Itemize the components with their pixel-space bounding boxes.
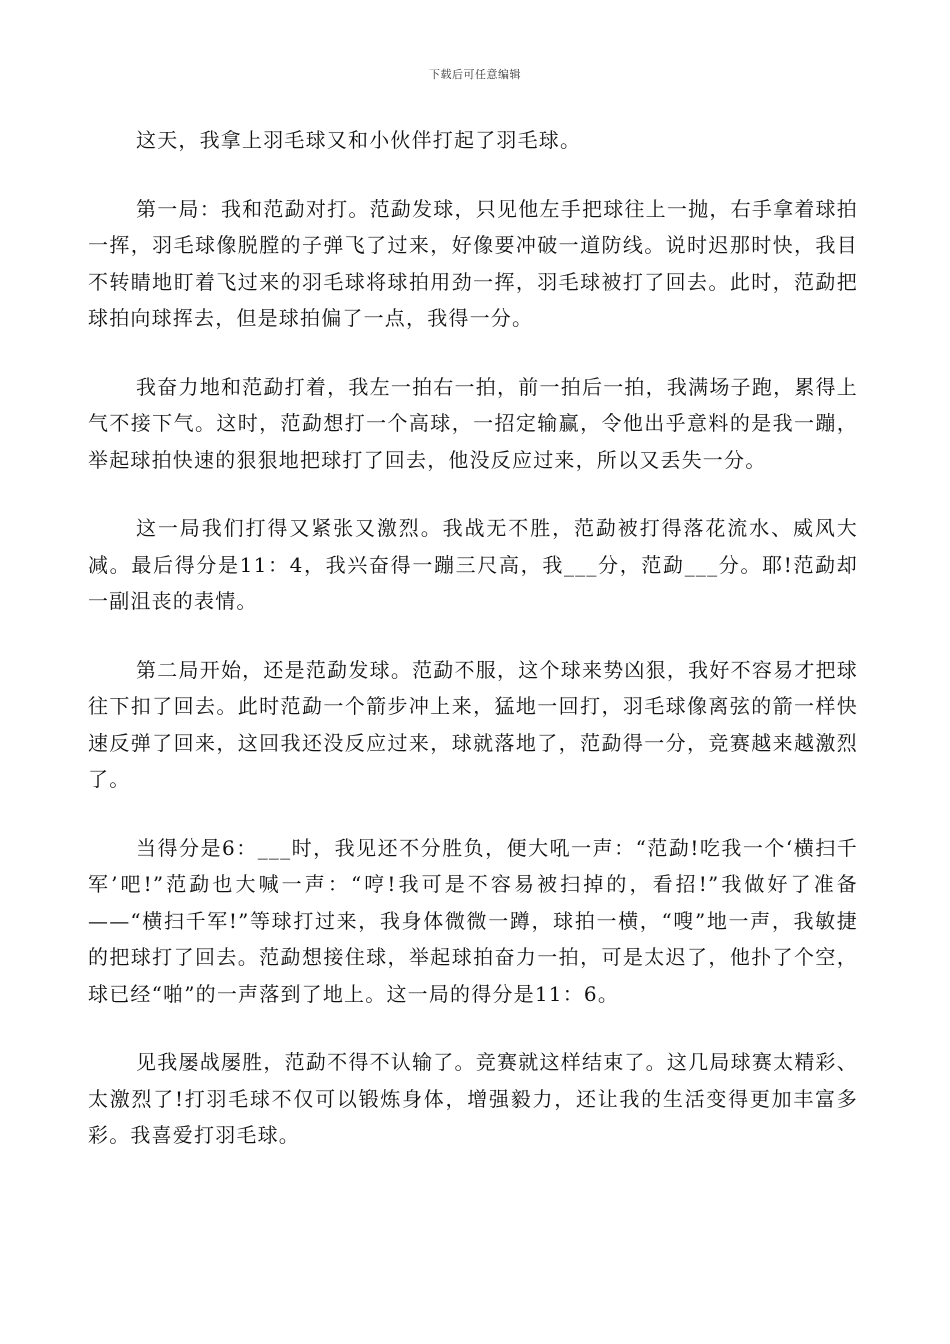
paragraph-4: 这一局我们打得又紧张又激烈。我战无不胜，范勐被打得落花流水、威风大减。最后得分是11：4，我兴奋得一蹦三尺高，我___分，范勐___分。耶!范勐却一副沮丧的表情。 <box>88 516 858 613</box>
page-header-note: 下载后可任意编辑 <box>429 68 521 81</box>
paragraph-7: 见我屡战屡胜，范勐不得不认输了。竞赛就这样结束了。这几局球赛太精彩、太激烈了!打羽毛球不仅可以锻炼身体，增强毅力，还让我的生活变得更加丰富多彩。我喜爱打羽毛球。 <box>88 1050 858 1147</box>
article-body <box>88 122 858 1186</box>
paragraph-5: 第二局开始，还是范勐发球。范勐不服，这个球来势凶狠，我好不容易才把球往下扣了回去。此时范勐一个箭步冲上来，猛地一回打，羽毛球像离弦的箭一样快速反弹了回来，这回我还没反应过来，球就落地了，范勐得一分，竞赛越来越激烈了。 <box>88 657 858 791</box>
paragraph-3: 我奋力地和范勐打着，我左一拍右一拍，前一拍后一拍，我满场子跑，累得上气不接下气。这时，范勐想打一个高球，一招定输赢，令他出乎意料的是我一蹦，举起球拍快速的狠狠地把球打了回去，他没反应过来，所以又丢失一分。 <box>88 374 858 472</box>
paragraph-2: 第一局：我和范勐对打。范勐发球，只见他左手把球往上一抛，右手拿着球拍一挥，羽毛球像脱膛的子弹飞了过来，好像要冲破一道防线。说时迟那时快，我目不转睛地盯着飞过来的羽毛球将球拍用劲一挥，羽毛球被打了回去。此时，范勐把球拍向球挥去，但是球拍偏了一点，我得一分。 <box>88 196 858 330</box>
paragraph-1: 这天，我拿上羽毛球又和小伙伴打起了羽毛球。 <box>136 128 582 152</box>
paragraph-6: 当得分是6：___时，我见还不分胜负，便大吼一声：“范勐!吃我一个‘横扫千军’吧!”范勐也大喊一声：“哼!我可是不容易被扫掉的，看招!”我做好了准备——“横扫千军!”等球打过来，我身体微微一蹲，球拍一横，“嗖”地一声，我敏捷的把球打了回去。范勐想接住球，举起球拍奋力一拍，可是太迟了，他扑了个空，球已经“啪”的一声落到了地上。这一局的得分是11：6。 <box>88 835 858 1006</box>
